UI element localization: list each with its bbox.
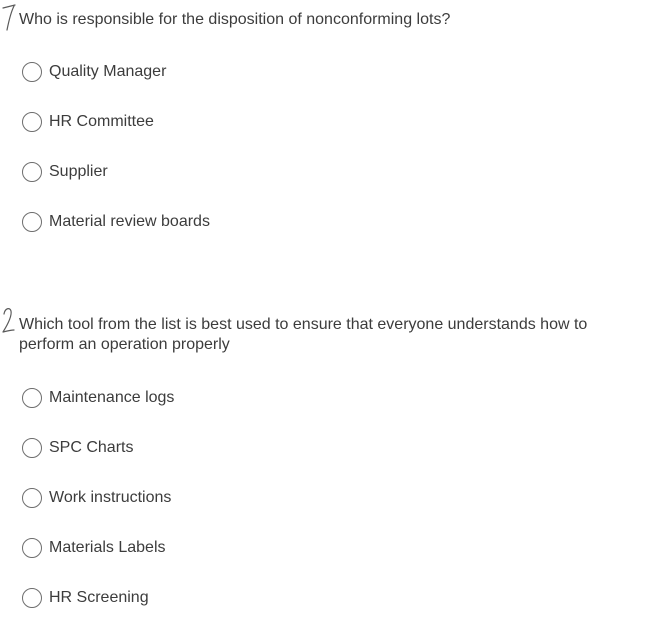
- radio-button[interactable]: [22, 162, 42, 182]
- option-hr-screening[interactable]: [22, 587, 174, 637]
- question-2-options: [22, 387, 174, 637]
- option-label: HR Screening: [49, 589, 149, 606]
- radio-button[interactable]: [22, 388, 42, 408]
- question-1-text: Who is responsible for the disposition of nonconforming lots?: [19, 11, 451, 28]
- option-label: Material review boards: [49, 213, 210, 230]
- handwritten-number-2: [0, 300, 18, 340]
- option-label: HR Committee: [49, 113, 154, 130]
- option-label: Supplier: [49, 163, 108, 180]
- option-label: Work instructions: [49, 489, 172, 506]
- radio-button[interactable]: [22, 62, 42, 82]
- option-maintenance-logs[interactable]: [22, 387, 174, 437]
- radio-button[interactable]: [22, 212, 42, 232]
- handwritten-number-1: [0, 0, 18, 40]
- option-label: Materials Labels: [49, 539, 166, 556]
- radio-button[interactable]: [22, 588, 42, 608]
- radio-button[interactable]: [22, 488, 42, 508]
- question-1-options: [22, 61, 210, 261]
- option-label: SPC Charts: [49, 439, 134, 456]
- option-materials-labels[interactable]: [22, 537, 174, 587]
- question-2-text: Which tool from the list is best used to ensure that everyone understands how to perform an operation properly: [19, 316, 588, 353]
- option-spc-charts[interactable]: [22, 437, 174, 487]
- radio-button[interactable]: [22, 112, 42, 132]
- option-label: Quality Manager: [49, 63, 167, 80]
- radio-button[interactable]: [22, 538, 42, 558]
- option-hr-committee[interactable]: [22, 111, 210, 161]
- option-label: Maintenance logs: [49, 389, 175, 406]
- option-quality-manager[interactable]: [22, 61, 210, 111]
- option-supplier[interactable]: [22, 161, 210, 211]
- option-material-review-boards[interactable]: [22, 211, 210, 261]
- option-work-instructions[interactable]: [22, 487, 174, 537]
- radio-button[interactable]: [22, 438, 42, 458]
